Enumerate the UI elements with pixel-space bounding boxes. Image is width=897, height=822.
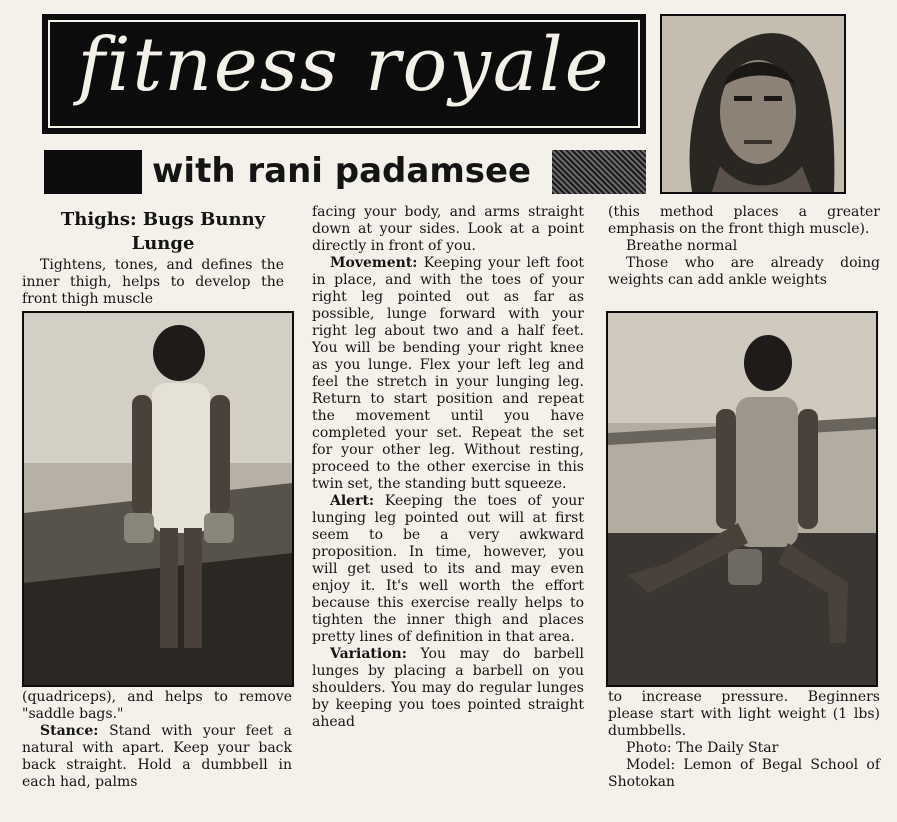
intro-continued: (quadriceps), and helps to remove "saddle bags." (22, 689, 292, 722)
alert-text: Keeping the toes of your lunging leg pointed out will at first seem to be a very awkward proposition. In time, however, you will get used to its and may even enjoy it. It's well worth the effort because this exercise really helps to tighten the inner thigh and places pretty lines of definition in that area. (312, 493, 585, 645)
lunge-start-photo (22, 311, 294, 687)
breathe-line: Breathe normal (626, 238, 738, 254)
lunge-position-photo (606, 311, 878, 687)
variation-continued: (this method places a greater emphasis on the front thigh muscle). (608, 204, 880, 237)
variation-text: You may do barbell lunges by placing a barbell on you shoulders. You may do regular lunges by keeping you toes pointed straight ahead (312, 646, 585, 730)
movement-label: Movement: (330, 255, 418, 271)
stance-text: Stand with your feet a natural with apart. Keep your back back straight. Hold a dumbbell in each had, palms (22, 723, 293, 790)
column-one-continued (22, 689, 292, 791)
article-headline: Thighs: Bugs Bunny Lunge (60, 209, 266, 254)
stance-label: Stance: (40, 723, 99, 739)
variation-label: Variation: (330, 646, 407, 662)
model-credit: Model: Lemon of Begal School of Shotokan (608, 757, 880, 790)
photo-credit: Photo: The Daily Star (626, 740, 779, 756)
column-three-continued (608, 689, 880, 791)
weights-continued: to increase pressure. Beginners please start with light weight (1 lbs) dumbbells. (608, 689, 880, 739)
column-two (312, 204, 584, 731)
movement-paragraph (312, 255, 584, 493)
column-three (608, 204, 880, 289)
weights-paragraph: Those who are already doing weights can add ankle weights (608, 255, 880, 288)
stance-continued: facing your body, and arms straight down at your sides. Look at a point directly in front of you. (312, 204, 584, 254)
intro-paragraph: Tightens, tones, and defines the inner thigh, helps to develop the front thigh muscle (22, 257, 284, 307)
masthead (42, 14, 646, 134)
variation-paragraph (312, 646, 584, 731)
alert-paragraph (312, 493, 584, 646)
column-title: fitness royale (77, 22, 611, 108)
alert-label: Alert: (330, 493, 375, 509)
author-portrait (660, 14, 846, 194)
byline-bar-right (552, 150, 646, 194)
movement-text: Keeping your left foot in place, and with the toes of your right leg pointed out as far as possible, lunge forward with your right leg about two and a half feet. You will be bending your right knee as you lunge. Flex your left leg and feel the stretch in your lunging leg. Return to start position and repeat the movement until you have completed your set. Repeat the set for your other leg. Without resting, proceed to the other exercise in this twin set, the standing butt squeeze. (312, 255, 584, 492)
stance-paragraph (22, 723, 292, 791)
byline: with rani padamsee (152, 151, 532, 191)
byline-bar-left (44, 150, 142, 194)
